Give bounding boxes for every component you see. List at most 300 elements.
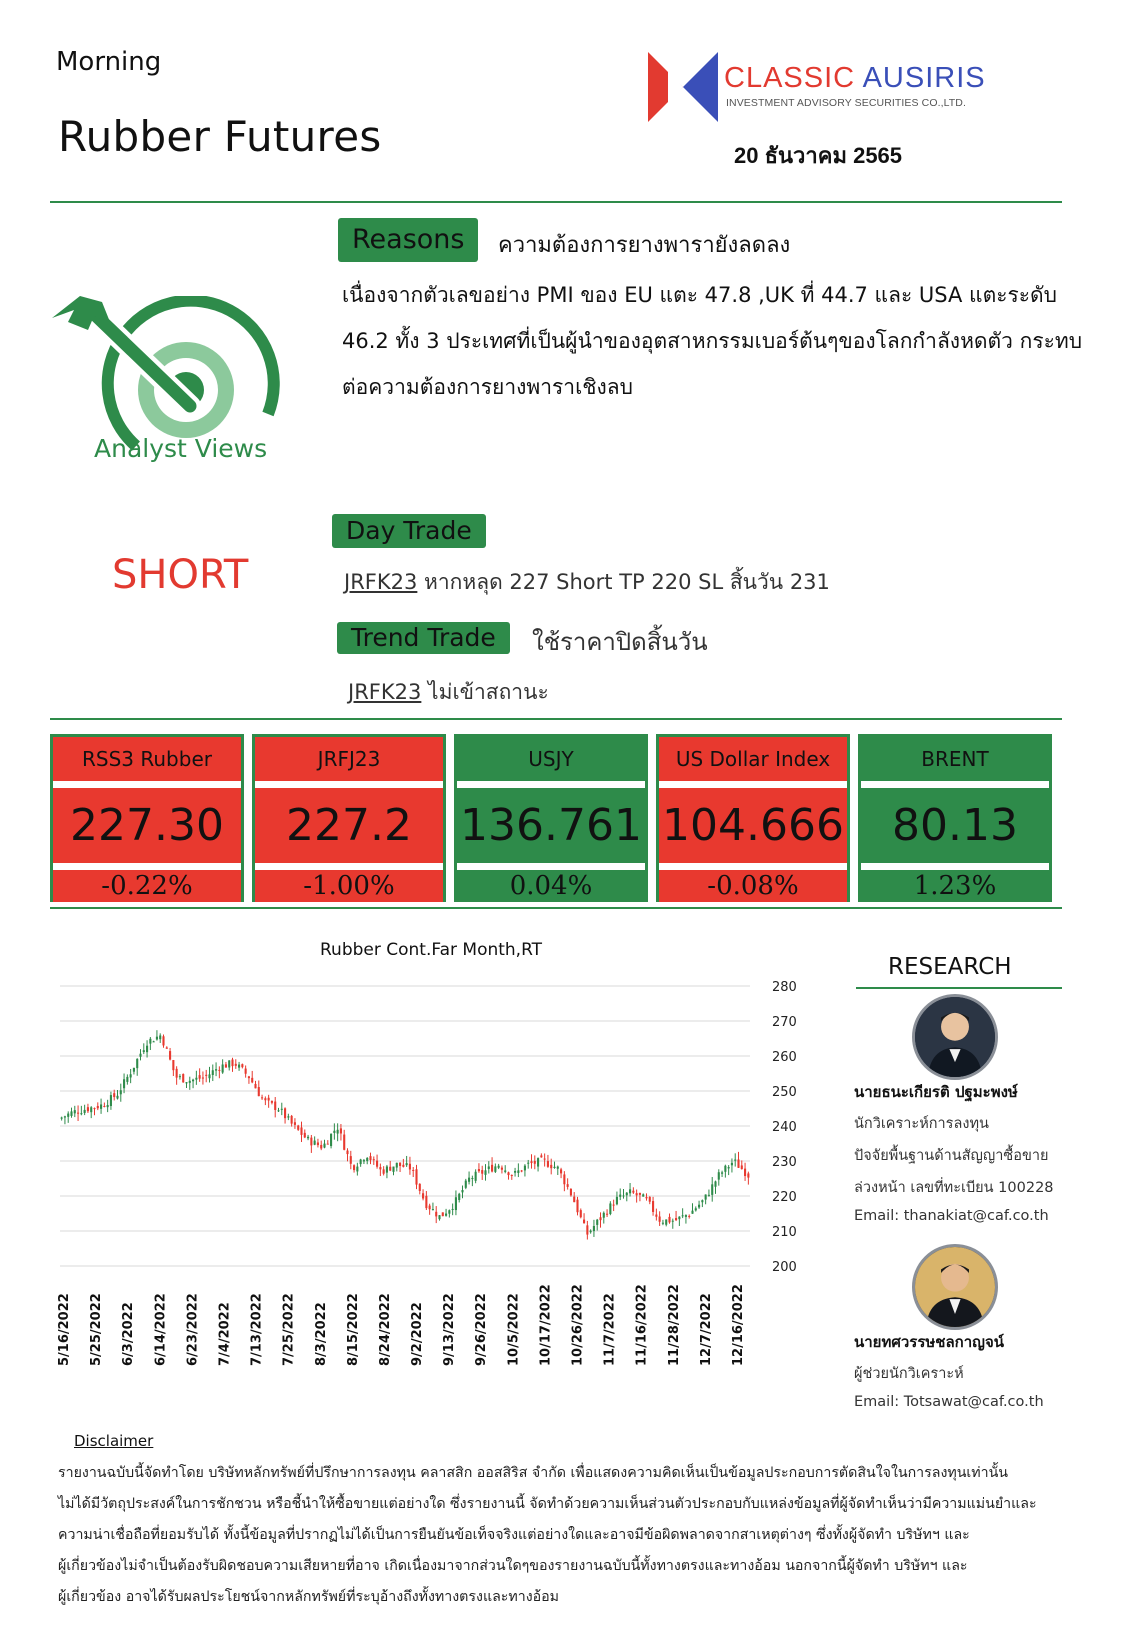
candle-body bbox=[343, 1135, 345, 1150]
candle-body bbox=[310, 1138, 312, 1146]
price-change: -0.22% bbox=[53, 870, 241, 902]
candle-body bbox=[737, 1159, 739, 1167]
x-tick-label: 9/26/2022 bbox=[474, 1293, 490, 1366]
candle-body bbox=[143, 1050, 145, 1052]
candle-body bbox=[665, 1219, 667, 1224]
price-change: 1.23% bbox=[861, 870, 1049, 902]
x-tick-label: 10/26/2022 bbox=[570, 1284, 586, 1366]
candle-body bbox=[314, 1141, 316, 1145]
research-divider bbox=[856, 987, 1062, 989]
candle-body bbox=[458, 1194, 460, 1200]
candle-body bbox=[455, 1197, 457, 1210]
candle-body bbox=[356, 1167, 358, 1172]
y-tick-label: 240 bbox=[772, 1120, 797, 1135]
candle-body bbox=[254, 1084, 256, 1088]
candle-body bbox=[484, 1170, 486, 1175]
candle-body bbox=[708, 1195, 710, 1196]
candle-body bbox=[330, 1134, 332, 1146]
candle-body bbox=[130, 1074, 132, 1077]
candle-body bbox=[412, 1170, 414, 1171]
candle-body bbox=[199, 1075, 201, 1079]
x-tick-label: 7/4/2022 bbox=[217, 1302, 233, 1366]
analyst-detail: นักวิเคราะห์การลงทุน bbox=[854, 1116, 989, 1132]
company-subtitle: INVESTMENT ADVISORY SECURITIES CO.,LTD. bbox=[726, 97, 967, 109]
candle-body bbox=[530, 1161, 532, 1163]
candle-body bbox=[741, 1165, 743, 1169]
candle-body bbox=[195, 1078, 197, 1080]
candle-body bbox=[182, 1074, 184, 1082]
candle-body bbox=[544, 1159, 546, 1160]
analyst-photo bbox=[912, 994, 998, 1080]
candle-body bbox=[93, 1108, 95, 1109]
candle-body bbox=[659, 1217, 661, 1222]
disclaimer-line: ผู้เกี่ยวข้องไม่จำเป็นต้องรับผิดชอบความเสียหายที่อาจ เกิดเนื่องมาจากส่วนใดๆของรายงานฉบับนี้ทั้งทางตรงและทางอ้อม นอกจากนี้ผู้จัดทำ บริษัทฯ และ bbox=[58, 1558, 968, 1574]
analyst-views-text: Analyst Views bbox=[94, 434, 268, 463]
candle-body bbox=[563, 1174, 565, 1184]
price-value: 136.761 bbox=[457, 788, 645, 863]
candle-body bbox=[714, 1181, 716, 1186]
candle-body bbox=[107, 1105, 109, 1107]
candle-body bbox=[110, 1095, 112, 1106]
disclaimer-title: Disclaimer bbox=[74, 1432, 154, 1450]
price-change: -0.08% bbox=[659, 870, 847, 902]
candle-body bbox=[550, 1165, 552, 1168]
candle-body bbox=[409, 1164, 411, 1170]
candle-body bbox=[652, 1201, 654, 1212]
disclaimer-line: ความน่าเชื่อถือที่ยอมรับได้ ทั้งนี้ข้อมูลที่ปรากฏไม่ได้เป็นการยืนยันข้อเท็จจริงแต่อย่างใดและอาจมีข้อผิดพลาดจากสาเหตุต่างๆ ซึ่งทั้งผู้จัดทำ บริษัทฯ และ bbox=[58, 1527, 970, 1543]
candle-body bbox=[166, 1047, 168, 1048]
candle-body bbox=[734, 1160, 736, 1161]
candle-body bbox=[475, 1172, 477, 1181]
candle-body bbox=[212, 1070, 214, 1075]
candle-body bbox=[274, 1102, 276, 1110]
candle-body bbox=[61, 1118, 63, 1119]
day-trade-pill: Day Trade bbox=[332, 514, 486, 548]
analyst-detail: ล่วงหน้า เลขที่ทะเบียน 100228 bbox=[854, 1180, 1054, 1196]
price-value: 227.30 bbox=[53, 788, 241, 863]
candle-body bbox=[320, 1145, 322, 1149]
x-tick-label: 11/28/2022 bbox=[666, 1284, 682, 1366]
candle-body bbox=[116, 1096, 118, 1099]
candle-body bbox=[668, 1217, 670, 1222]
candle-body bbox=[596, 1220, 598, 1225]
price-box-brent bbox=[858, 734, 1052, 902]
candle-body bbox=[461, 1190, 463, 1192]
candle-body bbox=[64, 1116, 66, 1117]
candle-body bbox=[235, 1064, 237, 1066]
x-tick-label: 8/3/2022 bbox=[313, 1302, 329, 1366]
candle-body bbox=[238, 1065, 240, 1068]
candle-body bbox=[655, 1215, 657, 1217]
day-trade-text: JRFK23 หากหลุด 227 Short TP 220 SL สิ้นวัน 231 bbox=[344, 570, 830, 594]
candle-body bbox=[363, 1160, 365, 1161]
price-box-dxy bbox=[656, 734, 850, 902]
candle-body bbox=[616, 1197, 618, 1204]
candle-body bbox=[304, 1133, 306, 1138]
candle-body bbox=[126, 1077, 128, 1082]
candle-body bbox=[100, 1104, 102, 1108]
company-name: CLASSIC AUSIRIS bbox=[724, 62, 986, 94]
trend-trade-note: ใช้ราคาปิดสิ้นวัน bbox=[532, 628, 708, 656]
candle-body bbox=[432, 1209, 434, 1210]
candle-body bbox=[156, 1037, 158, 1040]
x-tick-label: 10/17/2022 bbox=[538, 1284, 554, 1366]
candle-body bbox=[514, 1171, 516, 1173]
candle-body bbox=[606, 1214, 608, 1215]
y-tick-label: 220 bbox=[772, 1190, 797, 1205]
candle-body bbox=[698, 1205, 700, 1208]
x-tick-label: 6/23/2022 bbox=[185, 1293, 201, 1366]
x-tick-label: 5/16/2022 bbox=[57, 1293, 72, 1366]
candle-body bbox=[202, 1078, 204, 1079]
rubber-price-chart bbox=[50, 970, 840, 1430]
candle-body bbox=[307, 1137, 309, 1138]
divider bbox=[50, 201, 1062, 203]
x-tick-label: 12/7/2022 bbox=[698, 1293, 714, 1366]
candle-body bbox=[162, 1036, 164, 1045]
analyst-photo bbox=[912, 1244, 998, 1330]
candle-body bbox=[560, 1169, 562, 1173]
y-tick-label: 210 bbox=[772, 1225, 797, 1240]
candle-body bbox=[632, 1191, 634, 1193]
candle-body bbox=[261, 1097, 263, 1098]
candle-body bbox=[718, 1172, 720, 1179]
candle-body bbox=[149, 1039, 151, 1044]
candle-body bbox=[284, 1108, 286, 1118]
disclaimer-line: ผู้เกี่ยวข้อง อาจได้รับผลประโยชน์จากหลักทรัพย์ที่ระบุอ้างถึงทั้งทางตรงและทางอ้อม bbox=[58, 1589, 560, 1605]
x-tick-label: 10/5/2022 bbox=[506, 1293, 522, 1366]
candle-body bbox=[185, 1082, 187, 1083]
price-value: 104.666 bbox=[659, 788, 847, 863]
candle-body bbox=[337, 1130, 339, 1134]
candle-body bbox=[77, 1113, 79, 1114]
candle-body bbox=[425, 1196, 427, 1208]
candle-body bbox=[406, 1163, 408, 1165]
candle-body bbox=[297, 1126, 299, 1130]
analyst-views-logo bbox=[50, 296, 290, 486]
candle-body bbox=[445, 1214, 447, 1216]
candle-body bbox=[222, 1064, 224, 1072]
position-call: SHORT bbox=[112, 552, 249, 598]
candle-body bbox=[169, 1051, 171, 1059]
x-tick-label: 9/13/2022 bbox=[442, 1293, 458, 1366]
candle-body bbox=[626, 1193, 628, 1196]
candle-body bbox=[123, 1079, 125, 1088]
candle-body bbox=[481, 1170, 483, 1174]
candle-body bbox=[317, 1142, 319, 1145]
candle-body bbox=[103, 1106, 105, 1107]
candle-body bbox=[662, 1223, 664, 1224]
trend-trade-pill: Trend Trade bbox=[337, 622, 510, 654]
x-tick-label: 6/3/2022 bbox=[121, 1302, 137, 1366]
candle-body bbox=[248, 1076, 250, 1078]
candle-body bbox=[701, 1200, 703, 1202]
x-tick-label: 8/15/2022 bbox=[345, 1293, 361, 1366]
candle-body bbox=[373, 1159, 375, 1160]
candle-body bbox=[360, 1159, 362, 1164]
candle-body bbox=[300, 1127, 302, 1134]
price-change: -1.00% bbox=[255, 870, 443, 902]
candle-body bbox=[576, 1200, 578, 1213]
candle-body bbox=[724, 1166, 726, 1172]
analyst-email: Email: thanakiat@caf.co.th bbox=[854, 1208, 1049, 1224]
candle-body bbox=[609, 1203, 611, 1214]
x-tick-label: 8/24/2022 bbox=[377, 1293, 393, 1366]
candle-body bbox=[639, 1193, 641, 1195]
candle-body bbox=[642, 1194, 644, 1196]
y-tick-label: 280 bbox=[772, 980, 797, 995]
candle-body bbox=[113, 1093, 115, 1097]
candle-body bbox=[419, 1184, 421, 1191]
candle-body bbox=[323, 1144, 325, 1148]
x-tick-label: 5/25/2022 bbox=[89, 1293, 105, 1366]
candle-body bbox=[294, 1122, 296, 1125]
x-tick-label: 6/14/2022 bbox=[153, 1293, 169, 1366]
price-name: JRFJ23 bbox=[255, 737, 443, 781]
candle-body bbox=[498, 1166, 500, 1168]
x-tick-label: 11/16/2022 bbox=[634, 1284, 650, 1366]
candle-body bbox=[136, 1059, 138, 1068]
candle-body bbox=[471, 1178, 473, 1179]
candle-body bbox=[133, 1068, 135, 1072]
candle-body bbox=[379, 1167, 381, 1169]
x-tick-label: 7/13/2022 bbox=[249, 1293, 265, 1366]
candle-body bbox=[277, 1110, 279, 1111]
analyst-email: Email: Totsawat@caf.co.th bbox=[854, 1394, 1044, 1410]
reasons-body: เนื่องจากตัวเลขอย่าง PMI ของ EU แตะ 47.8 ,UK ที่ 44.7 และ USA แตะระดับ 46.2 ทั้ง 3 ประเทศที่เป็นผู้นำของอุตสาหกรรมเบอร์ต้นๆของโลกกำลังหดตัว กระทบต่อความต้องการยางพาราเชิงลบ bbox=[342, 283, 1083, 399]
divider bbox=[50, 907, 1062, 909]
candle-body bbox=[350, 1156, 352, 1164]
price-change: 0.04% bbox=[457, 870, 645, 902]
candle-body bbox=[672, 1221, 674, 1222]
candle-body bbox=[386, 1166, 388, 1172]
candle-body bbox=[590, 1231, 592, 1233]
candle-body bbox=[537, 1158, 539, 1166]
candle-body bbox=[146, 1046, 148, 1052]
x-tick-label: 7/25/2022 bbox=[281, 1293, 297, 1366]
candle-body bbox=[507, 1172, 509, 1175]
candle-body bbox=[682, 1215, 684, 1216]
trend-trade-contract: JRFK23 bbox=[348, 680, 422, 704]
candle-body bbox=[688, 1216, 690, 1217]
candle-body bbox=[402, 1165, 404, 1167]
candle-body bbox=[189, 1081, 191, 1083]
candle-body bbox=[603, 1213, 605, 1218]
divider bbox=[50, 718, 1062, 720]
candle-body bbox=[268, 1098, 270, 1101]
x-tick-label: 11/7/2022 bbox=[602, 1293, 618, 1366]
candle-body bbox=[264, 1098, 266, 1100]
disclaimer-line: รายงานฉบับนี้จัดทำโดย บริษัทหลักทรัพย์ที่ปรึกษาการลงทุน คลาสสิก ออสสิริส จำกัด เพื่อแสดงความคิดเห็นเป็นข้อมูลประกอบการตัดสินใจในการลงทุนเท่านั้น bbox=[58, 1465, 1009, 1481]
x-tick-label: 9/2/2022 bbox=[410, 1302, 426, 1366]
candle-body bbox=[586, 1225, 588, 1234]
candle-body bbox=[438, 1215, 440, 1219]
reasons-headline: ความต้องการยางพารายังลดลง bbox=[498, 233, 791, 258]
candle-body bbox=[396, 1163, 398, 1168]
candle-body bbox=[534, 1161, 536, 1164]
candle-body bbox=[721, 1172, 723, 1173]
candle-body bbox=[691, 1211, 693, 1214]
y-tick-label: 200 bbox=[772, 1260, 797, 1275]
analyst-name: นายทศวรรษชลกาญจน์ bbox=[854, 1333, 1004, 1351]
candle-body bbox=[90, 1107, 92, 1112]
candle-body bbox=[84, 1110, 86, 1113]
candle-body bbox=[567, 1184, 569, 1187]
candle-body bbox=[70, 1111, 72, 1116]
candle-body bbox=[452, 1209, 454, 1210]
candle-body bbox=[208, 1074, 210, 1078]
candle-body bbox=[580, 1210, 582, 1217]
candle-body bbox=[231, 1060, 233, 1067]
candle-body bbox=[366, 1158, 368, 1161]
company-logo-mark bbox=[648, 52, 718, 122]
disclaimer-line: ไม่ได้มีวัตถุประสงค์ในการชักชวน หรือชี้นำให้ซื้อขายแต่อย่างใด ซึ่งรายงานนี้ จัดทำด้วยความเห็นส่วนตัวประกอบกับแหล่งข้อมูลที่ผู้จัดทำเห็นว่ามีความแม่นยำและ bbox=[58, 1496, 1037, 1512]
candle-body bbox=[172, 1060, 174, 1070]
candle-body bbox=[494, 1166, 496, 1171]
analyst-detail: ผู้ช่วยนักวิเคราะห์ bbox=[854, 1366, 964, 1382]
candle-body bbox=[225, 1064, 227, 1067]
y-tick-label: 250 bbox=[772, 1085, 797, 1100]
candle-body bbox=[629, 1189, 631, 1193]
candle-body bbox=[139, 1054, 141, 1057]
candle-body bbox=[465, 1181, 467, 1188]
candle-body bbox=[287, 1116, 289, 1117]
candle-body bbox=[747, 1173, 749, 1177]
candle-body bbox=[422, 1193, 424, 1198]
report-kicker: Morning bbox=[56, 47, 162, 77]
candle-body bbox=[599, 1217, 601, 1220]
candle-body bbox=[353, 1165, 355, 1170]
analyst-detail: ปัจจัยพื้นฐานด้านสัญญาซื้อขาย bbox=[854, 1148, 1049, 1164]
day-trade-contract: JRFK23 bbox=[344, 570, 418, 594]
price-name: USJY bbox=[457, 737, 645, 781]
candle-body bbox=[619, 1195, 621, 1197]
candle-body bbox=[241, 1064, 243, 1067]
candle-body bbox=[583, 1220, 585, 1224]
candle-body bbox=[218, 1070, 220, 1071]
candle-body bbox=[675, 1218, 677, 1220]
candle-body bbox=[228, 1060, 230, 1067]
candle-body bbox=[346, 1151, 348, 1155]
candle-body bbox=[205, 1075, 207, 1076]
candle-body bbox=[192, 1080, 194, 1082]
candle-body bbox=[573, 1197, 575, 1203]
candle-body bbox=[291, 1116, 293, 1124]
candle-body bbox=[87, 1107, 89, 1111]
candle-body bbox=[271, 1101, 273, 1103]
candle-body bbox=[685, 1215, 687, 1217]
candle-body bbox=[327, 1144, 329, 1145]
analyst-name: นายธนะเกียรติ ปฐมะพงษ์ bbox=[854, 1083, 1018, 1101]
candle-body bbox=[176, 1069, 178, 1078]
candle-body bbox=[649, 1197, 651, 1202]
candle-body bbox=[258, 1087, 260, 1096]
candle-body bbox=[383, 1169, 385, 1173]
price-name: BRENT bbox=[861, 737, 1049, 781]
y-tick-label: 270 bbox=[772, 1015, 797, 1030]
candle-body bbox=[593, 1226, 595, 1231]
candle-body bbox=[645, 1197, 647, 1198]
candle-body bbox=[636, 1193, 638, 1195]
candle-body bbox=[399, 1163, 401, 1166]
candle-body bbox=[435, 1212, 437, 1217]
candle-body bbox=[527, 1163, 529, 1164]
candle-body bbox=[613, 1205, 615, 1206]
candle-body bbox=[67, 1114, 69, 1117]
candle-body bbox=[501, 1168, 503, 1170]
candle-body bbox=[340, 1128, 342, 1133]
candle-body bbox=[557, 1167, 559, 1169]
candle-body bbox=[524, 1166, 526, 1171]
candle-body bbox=[540, 1155, 542, 1157]
chart-title: Rubber Cont.Far Month,RT bbox=[320, 940, 543, 960]
reasons-pill: Reasons bbox=[338, 218, 478, 262]
price-value: 80.13 bbox=[861, 788, 1049, 863]
candle-body bbox=[521, 1170, 523, 1171]
candle-body bbox=[179, 1076, 181, 1077]
candle-body bbox=[728, 1167, 730, 1168]
price-box-rss3 bbox=[50, 734, 244, 902]
candle-body bbox=[478, 1169, 480, 1171]
price-name: US Dollar Index bbox=[659, 737, 847, 781]
candle-body bbox=[389, 1167, 391, 1171]
trend-trade-text: JRFK23 ไม่เข้าสถานะ bbox=[348, 680, 549, 704]
candle-body bbox=[488, 1166, 490, 1168]
candle-body bbox=[711, 1184, 713, 1195]
price-box-jrfj23 bbox=[252, 734, 446, 902]
candle-body bbox=[369, 1156, 371, 1160]
candle-body bbox=[376, 1161, 378, 1167]
report-date: 20 ธันวาคม 2565 bbox=[734, 143, 903, 168]
candle-body bbox=[678, 1217, 680, 1220]
candle-body bbox=[504, 1170, 506, 1171]
candle-body bbox=[468, 1178, 470, 1182]
candle-body bbox=[517, 1170, 519, 1173]
candle-body bbox=[553, 1167, 555, 1168]
candle-body bbox=[547, 1161, 549, 1167]
candle-body bbox=[570, 1189, 572, 1195]
x-tick-label: 12/16/2022 bbox=[731, 1284, 746, 1366]
candle-body bbox=[448, 1210, 450, 1214]
candle-body bbox=[159, 1035, 161, 1039]
candle-body bbox=[415, 1169, 417, 1184]
candle-body bbox=[251, 1078, 253, 1083]
research-heading: RESEARCH bbox=[888, 954, 1012, 980]
candle-body bbox=[80, 1113, 82, 1114]
candle-body bbox=[622, 1195, 624, 1196]
candle-body bbox=[511, 1175, 513, 1176]
candle-body bbox=[744, 1169, 746, 1176]
candle-body bbox=[74, 1110, 76, 1113]
candle-body bbox=[392, 1167, 394, 1172]
price-name: RSS3 Rubber bbox=[53, 737, 241, 781]
price-box-usjy bbox=[454, 734, 648, 902]
y-tick-label: 230 bbox=[772, 1155, 797, 1170]
candle-body bbox=[281, 1109, 283, 1110]
candle-body bbox=[705, 1195, 707, 1200]
y-tick-label: 260 bbox=[772, 1050, 797, 1065]
candle-body bbox=[215, 1069, 217, 1070]
candle-body bbox=[731, 1163, 733, 1165]
candle-body bbox=[333, 1131, 335, 1133]
candle-body bbox=[120, 1090, 122, 1094]
candle-body bbox=[442, 1212, 444, 1216]
candle-body bbox=[97, 1106, 99, 1108]
report-title: Rubber Futures bbox=[58, 112, 382, 161]
candle-body bbox=[695, 1208, 697, 1210]
disclaimer-body bbox=[58, 1458, 1068, 1613]
candle-body bbox=[491, 1165, 493, 1172]
